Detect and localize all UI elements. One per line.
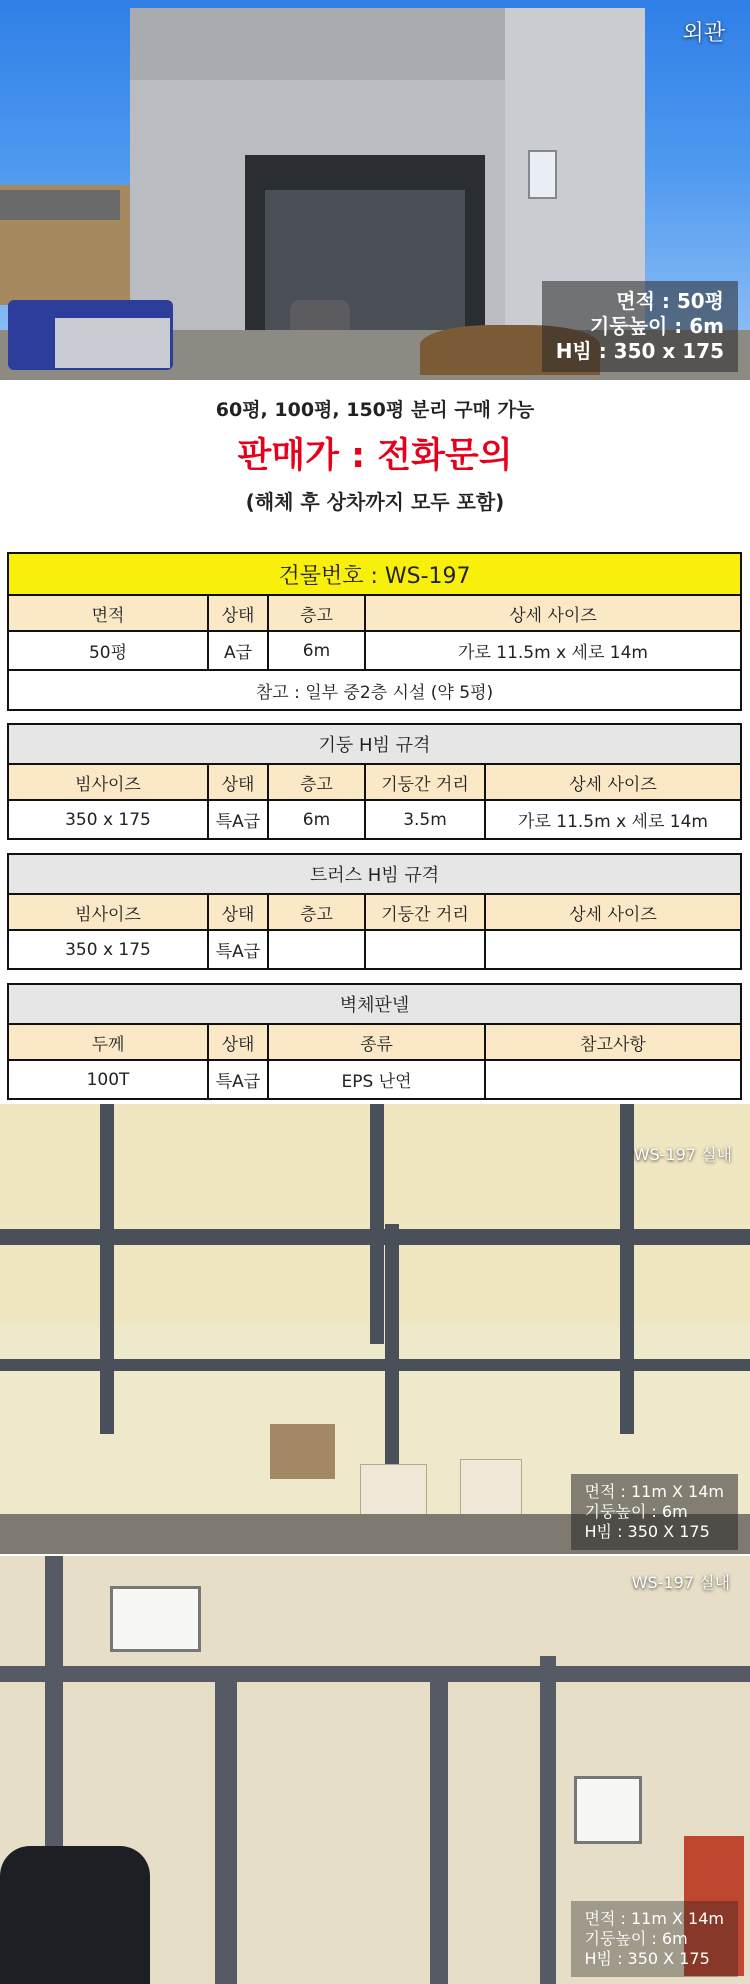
col-notes: 참고사항	[485, 1024, 741, 1060]
val-notes	[485, 1060, 741, 1099]
warehouse-window	[528, 150, 557, 199]
photo-tag: 외관	[682, 21, 725, 46]
spec-beam: H빔 : 350 x 175	[555, 339, 724, 363]
interior-photo-1	[0, 1104, 750, 1554]
window	[574, 1776, 642, 1844]
col-type: 종류	[268, 1024, 485, 1060]
truss-beam-table	[7, 853, 742, 970]
col-beam-size: 빔사이즈	[8, 764, 208, 800]
col-area: 면적	[8, 595, 208, 631]
spec-overlay	[571, 1474, 739, 1550]
col-thickness: 두께	[8, 1024, 208, 1060]
photo-tag: WS-197 실내	[633, 1145, 732, 1164]
column-beam	[620, 1104, 634, 1434]
column-beam	[430, 1666, 448, 1984]
val-grade: A급	[208, 631, 268, 670]
purchase-options: 60평, 100평, 150평 분리 구매 가능	[215, 399, 535, 421]
val-size: 가로 11.5m x 세로 14m	[485, 800, 741, 839]
col-grade: 상태	[208, 595, 268, 631]
val-size: 가로 11.5m x 세로 14m	[365, 631, 741, 670]
exterior-photo	[0, 0, 750, 380]
mezzanine-beam	[0, 1359, 750, 1371]
spec-height: 기둥높이 : 6m	[584, 1929, 688, 1948]
spec-area: 면적 : 50평	[616, 289, 724, 313]
spec-height: 기둥높이 : 6m	[590, 314, 724, 338]
val-area: 50평	[8, 631, 208, 670]
val-spacing: 3.5m	[365, 800, 485, 839]
col-beam-size: 빔사이즈	[8, 894, 208, 930]
col-grade: 상태	[208, 894, 268, 930]
val-grade: 특A급	[208, 1060, 268, 1099]
spec-area: 면적 : 11m X 14m	[584, 1482, 724, 1501]
col-height: 층고	[268, 894, 365, 930]
spec-height: 기둥높이 : 6m	[584, 1502, 688, 1521]
price-note: (해체 후 상차까지 모두 포함)	[245, 490, 505, 514]
col-spacing: 기둥간 거리	[365, 764, 485, 800]
spec-beam: H빔 : 350 X 175	[584, 1949, 710, 1968]
val-beam-size: 350 x 175	[8, 800, 208, 839]
truss-beam	[370, 1104, 384, 1344]
neighbor-roof	[0, 190, 120, 220]
wall-panel-title: 벽체판넬	[8, 984, 741, 1024]
val-height: 6m	[268, 631, 365, 670]
spec-beam: H빔 : 350 X 175	[584, 1522, 710, 1541]
building-reference: 참고 : 일부 중2층 시설 (약 5평)	[8, 670, 741, 710]
parked-car	[0, 1846, 150, 1984]
price-heading: 판매가 : 전화문의	[237, 436, 513, 476]
railing	[0, 1674, 750, 1682]
val-size	[485, 930, 741, 969]
photo-tag: WS-197 실내	[631, 1573, 730, 1592]
truss-beam-title: 트러스 H빔 규격	[8, 854, 741, 894]
col-size: 상세 사이즈	[485, 894, 741, 930]
val-height	[268, 930, 365, 969]
val-spacing	[365, 930, 485, 969]
wall-panel-table	[7, 983, 742, 1100]
column-beam-table	[7, 723, 742, 840]
col-size: 상세 사이즈	[485, 764, 741, 800]
column-beam	[100, 1104, 114, 1434]
spec-overlay	[542, 281, 738, 372]
column-beam	[215, 1666, 237, 1984]
col-grade: 상태	[208, 764, 268, 800]
col-grade: 상태	[208, 1024, 268, 1060]
spec-area: 면적 : 11m X 14m	[584, 1909, 724, 1928]
window	[110, 1586, 201, 1652]
building-table	[7, 552, 742, 711]
building-number: 건물번호 : WS-197	[8, 553, 741, 595]
truck-bed	[55, 318, 170, 368]
spec-overlay	[571, 1901, 739, 1977]
val-type: EPS 난연	[268, 1060, 485, 1099]
val-grade: 특A급	[208, 800, 268, 839]
col-height: 층고	[268, 764, 365, 800]
column-beam-title: 기둥 H빔 규격	[8, 724, 741, 764]
interior-photo-2	[0, 1556, 750, 1984]
col-height: 층고	[268, 595, 365, 631]
col-spacing: 기둥간 거리	[365, 894, 485, 930]
mezzanine-door	[270, 1424, 335, 1479]
val-height: 6m	[268, 800, 365, 839]
sales-pitch	[0, 395, 750, 515]
val-grade: 특A급	[208, 930, 268, 969]
column-beam	[540, 1656, 556, 1984]
val-beam-size: 350 x 175	[8, 930, 208, 969]
col-size: 상세 사이즈	[365, 595, 741, 631]
val-thickness: 100T	[8, 1060, 208, 1099]
